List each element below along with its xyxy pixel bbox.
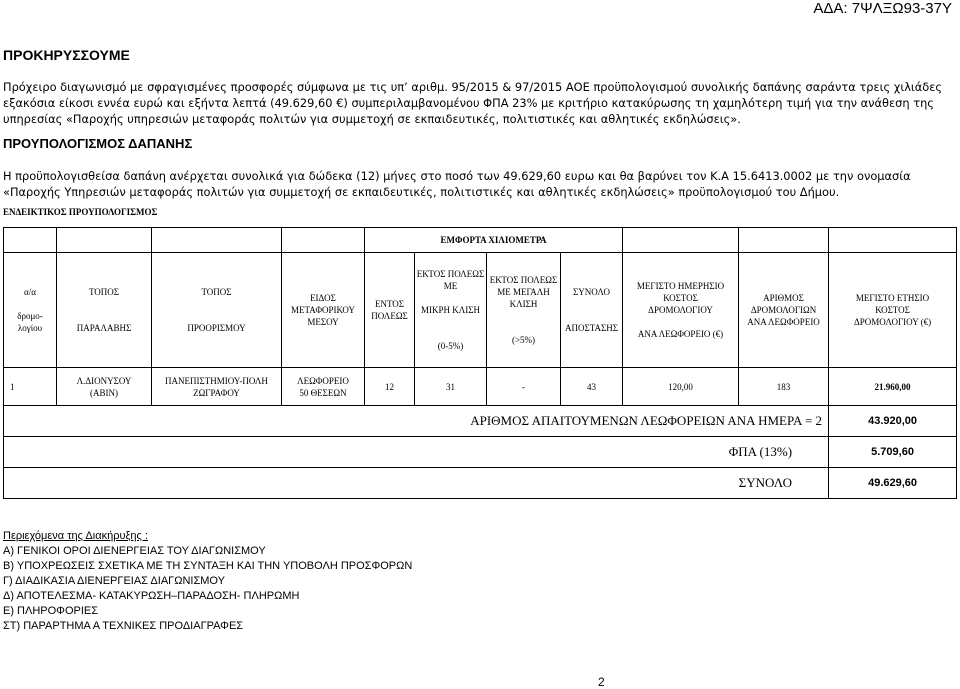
cell-aa: 1 [4,368,57,406]
contents-item-d: Δ) ΑΠΟΤΕΛΕΣΜΑ- ΚΑΤΑΚΥΡΩΣΗ–ΠΑΡΑΔΟΣΗ- ΠΛΗΡΩΜΗ [3,590,300,602]
contents-item-f: ΣΤ) ΠΑΡΑΡΤΗΜΑ Α ΤΕΧΝΙΚΕΣ ΠΡΟΔΙΑΓΡΑΦΕΣ [3,620,244,632]
header-destination: ΤΟΠΟΣ ΠΡΟΟΡΙΣΜΟΥ [152,253,282,368]
summary-value-vat: 5.709,60 [829,437,957,468]
header-in-city: ΕΝΤΟΣ ΠΟΛΕΩΣ [365,253,415,368]
header-max-daily-cost: ΜΕΓΙΣΤΟ ΗΜΕΡΗΣΙΟ ΚΟΣΤΟΣ ΔΡΟΜΟΛΟΓΙΟΥ ΑΝΑ ΛΕΩΦΟΡΕΙΟ (€) [623,253,739,368]
header-max-annual-cost: ΜΕΓΙΣΤΟ ΕΤΗΣΙΟ ΚΟΣΤΟΣ ΔΡΟΜΟΛΟΓΙΟΥ (€) [829,253,957,368]
contents-item-b: Β) ΥΠΟΧΡΕΩΣΕΙΣ ΣΧΕΤΙΚΑ ΜΕ ΤΗ ΣΥΝΤΑΞΗ ΚΑΙ ΤΗΝ ΥΠΟΒΟΛΗ ΠΡΟΣΦΟΡΩΝ [3,560,413,572]
page-number: 2 [598,675,605,689]
cell-out-city-low: 31 [415,368,487,406]
cell-vehicle-type: ΛΕΩΦΟΡΕΙΟ 50 ΘΕΣΕΩΝ [282,368,365,406]
table-group-header-row [4,228,957,253]
contents-item-c: Γ) ΔΙΑΔΙΚΑΣΙΑ ΔΙΕΝΕΡΓΕΙΑΣ ΔΙΑΓΩΝΙΣΜΟΥ [3,575,225,587]
header-num-routes: ΑΡΙΘΜΟΣ ΔΡΟΜΟΛΟΓΙΩΝ ΑΝΑ ΛΕΩΦΟΡΕΙΟ [739,253,829,368]
summary-value-buses: 43.920,00 [829,406,957,437]
header-vehicle-type: ΕΙΔΟΣ ΜΕΤΑΦΟΡΙΚΟΥ ΜΕΣΟΥ [282,253,365,368]
summary-row-total [4,468,957,499]
budget-table [3,227,957,499]
contents-item-a: Α) ΓΕΝΙΚΟΙ ΟΡΟΙ ΔΙΕΝΕΡΓΕΙΑΣ ΤΟΥ ΔΙΑΓΩΝΙΣΜΟΥ [3,545,266,557]
cell-destination: ΠΑΝΕΠΙΣΤΗΜΙΟΥ-ΠΟΛΗ ΖΩΓΡΑΦΟΥ [152,368,282,406]
cell-in-city: 12 [365,368,415,406]
summary-row-vat [4,437,957,468]
contents-title: Περιεχόμενα της Διακήρυξης : [3,530,148,542]
cell-out-city-high: - [487,368,561,406]
header-out-city-high: ΕΚΤΟΣ ΠΟΛΕΩΣ ΜΕ ΜΕΓΑΛΗ ΚΛΙΣΗ (>5%) [487,253,561,368]
cell-total-distance: 43 [561,368,623,406]
header-out-city-low: ΕΚΤΟΣ ΠΟΛΕΩΣ ΜΕ ΜΙΚΡΗ ΚΛΙΣΗ (0-5%) [415,253,487,368]
heading-proclaim: ΠΡΟΚΗΡΥΣΣΟΥΜΕ [3,47,130,63]
budget-heading: ΠΡΟΥΠΟΛΟΓΙΣΜΟΣ ΔΑΠΑΝΗΣ [3,136,193,151]
table-header-row [4,253,957,368]
cell-num-routes: 183 [739,368,829,406]
contents-list [3,529,412,634]
budget-paragraph: Η προϋπολογισθείσα δαπάνη ανέρχεται συνολικά για δώδεκα (12) μήνες στο ποσό των 49.629,60 ευρω και θα βαρύνει τον Κ.Α 15.6413.0002 με την ονομασία «Παροχής Υπηρεσιών μεταφοράς πολιτών για συμμετοχή σε εκπαιδευτικές, πολιτιστικές και αθλητικές εκδηλώσεις» προϋπολογισμού του Δήμου. [3,169,911,199]
contents-item-e: Ε) ΠΛΗΡΟΦΟΡΙΕΣ [3,605,99,617]
summary-label-buses: ΑΡΙΘΜΟΣ ΑΠΑΙΤΟΥΜΕΝΩΝ ΛΕΩΦΟΡΕΙΩΝ ΑΝΑ ΗΜΕΡΑ = 2 [4,406,829,437]
summary-row-buses [4,406,957,437]
table-row [4,368,957,406]
header-aa: α/α δρομο- λογίου [4,253,57,368]
cell-pickup: Λ.ΔΙΟΝΥΣΟΥ (ΑΒΙΝ) [57,368,152,406]
header-total-distance: ΣΥΝΟΛΟ ΑΠΟΣΤΑΣΗΣ [561,253,623,368]
summary-value-total: 49.629,60 [829,468,957,499]
group-header-loaded-km: ΕΜΦΟΡΤΑ ΧΙΛΙΟΜΕΤΡΑ [365,228,623,253]
summary-label-vat: ΦΠΑ (13%) [4,437,829,468]
cell-max-annual-cost: 21.960,00 [829,368,957,406]
ada-code: ΑΔΑ: 7ΨΛΞΩ93-37Υ [813,0,952,17]
intro-paragraph: Πρόχειρο διαγωνισμό με σφραγισμένες προσφορές σύμφωνα με τις υπ’ αριθμ. 95/2015 & 97/2015 ΑΟΕ προϋπολογισμού συνολικής δαπάνης σαράντα τρεις χιλιάδες εξακόσια είκοσι εννέα ευρώ και εξήντα λεπτά (49.629,60 €) συμπεριλαμβανομένου ΦΠΑ 23% με κριτήριο κατακύρωσης τη χαμηλότερη τιμή για την ανάθεση της υπηρεσίας «Παροχής υπηρεσιών μεταφοράς πολιτών για συμμετοχή σε εκπαιδευτικές, πολιτιστικές και αθλητικές εκδηλώσεις». [3,80,943,126]
cell-max-daily-cost: 120,00 [623,368,739,406]
header-pickup: ΤΟΠΟΣ ΠΑΡΑΛΑΒΗΣ [57,253,152,368]
indicative-budget-heading: ΕΝΔΕΙΚΤΙΚΟΣ ΠΡΟΥΠΟΛΟΓΙΣΜΟΣ [3,207,158,217]
summary-label-total: ΣΥΝΟΛΟ [4,468,829,499]
